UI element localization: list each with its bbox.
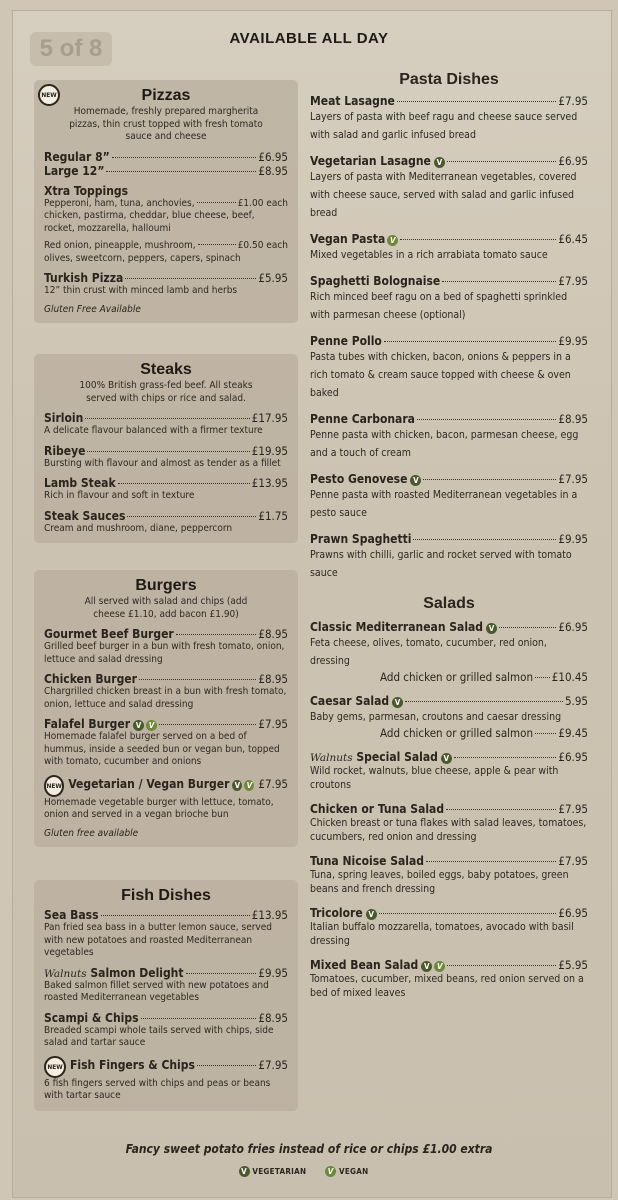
item-description: Tomatoes, cucumber, mixed beans, red onion served on a bed of mixed leaves	[310, 973, 584, 999]
item-price: £9.95	[558, 532, 588, 546]
addon-price: £10.45	[551, 670, 588, 684]
item-price: £7.95	[558, 802, 588, 816]
item-description: Penne pasta with roasted Mediterranean vegetables in a pesto sauce	[310, 489, 578, 519]
fish-section	[34, 880, 298, 1111]
vegetarian-icon: V	[486, 623, 497, 634]
item-name: Falafel Burger	[44, 717, 131, 731]
item-name: Meat Lasagne	[310, 94, 395, 108]
vegetarian-icon: V	[392, 697, 403, 708]
item-name: Penne Carbonara	[310, 412, 415, 426]
item-description: Prawns with chilli, garlic and rocket served with tomato sauce	[310, 549, 572, 579]
item-name: Vegan Pasta	[310, 232, 386, 246]
burgers-section	[34, 570, 298, 847]
item-description: Feta cheese, olives, tomato, cucumber, red onion, dressing	[310, 637, 547, 667]
item-price: £7.95	[558, 94, 588, 108]
walnuts-logo: Walnuts	[44, 967, 87, 980]
item-name: Prawn Spaghetti	[310, 532, 412, 546]
item-name: Lamb Steak	[44, 476, 116, 490]
item-price: £8.95	[258, 163, 288, 178]
item-description: Layers of pasta with Mediterranean vegetables, covered with cheese sauce, served with salad and garlic infused bread	[310, 171, 577, 219]
item-name: Classic Mediterranean Salad	[310, 620, 484, 634]
page-indicator: 5 of 8	[30, 32, 112, 66]
burgers-description: All served with salad and chips (add cheese £1.10, add bacon £1.90)	[84, 596, 248, 620]
addon-text: Add chicken or grilled salmon	[380, 670, 534, 684]
item-name: Vegetarian / Vegan Burger	[68, 776, 230, 791]
pizzas-section	[34, 80, 298, 323]
item-price: £8.95	[558, 412, 588, 426]
item-price: £6.95	[558, 750, 588, 764]
item-price: £5.95	[258, 271, 288, 285]
item-price: £6.95	[558, 906, 588, 920]
vegetarian-icon: V	[410, 475, 421, 486]
item-description: Mixed vegetables in a rich arrabiata tomato sauce	[310, 249, 548, 261]
item-description: Rich minced beef ragu on a bed of spaghetti sprinkled with parmesan cheese (optional)	[310, 291, 568, 321]
item-price: £17.95	[251, 411, 288, 425]
item-price: £8.95	[258, 627, 288, 641]
steaks-title: Steaks	[140, 361, 192, 378]
item-name: Large 12”	[44, 163, 105, 178]
item-price: £13.95	[251, 908, 288, 922]
pizzas-note: Gluten Free Available	[44, 303, 141, 315]
item-price: £7.95	[558, 472, 588, 486]
item-price: £6.95	[558, 620, 588, 634]
item-description: 6 fish fingers served with chips and peas or beans with tartar sauce	[44, 1077, 271, 1101]
item-name: Gourmet Beef Burger	[44, 627, 174, 641]
vegetarian-icon: V	[421, 961, 432, 972]
addon-price: £9.45	[558, 726, 588, 740]
vegetarian-icon: V	[232, 780, 242, 791]
item-price: £6.45	[558, 232, 588, 246]
fish-title: Fish Dishes	[121, 887, 211, 904]
item-description: Cream and mushroom, diane, peppercorn	[44, 522, 233, 534]
item-name: Mixed Bean Salad	[310, 958, 419, 972]
steaks-description: 100% British grass-fed beef. All steaks served with chips or rice and salad.	[79, 380, 253, 404]
toppings-text: Pepperoni, ham, tuna, anchovies,	[44, 197, 195, 209]
vegetarian-icon: V	[133, 720, 144, 731]
vegan-icon: V	[325, 1166, 336, 1177]
item-name: Chicken or Tuna Salad	[310, 802, 445, 816]
toppings-text: chicken, pastirma, cheddar, blue cheese, beef, rocket, mozzarella, halloumi	[44, 210, 255, 234]
new-badge-icon: NEW	[38, 84, 60, 106]
item-name: Tuna Nicoise Salad	[310, 854, 424, 868]
salads-title: Salads	[423, 595, 475, 612]
item-price: £7.95	[258, 776, 288, 791]
item-description: Baked salmon fillet served with new potatoes and roasted Mediterranean vegetables	[44, 979, 269, 1003]
burgers-title: Burgers	[135, 577, 197, 594]
item-price: £6.95	[558, 154, 588, 168]
right-column	[310, 70, 588, 1000]
item-description: Grilled beef burger in a bun with fresh tomato, onion, lettuce and salad dressing	[44, 641, 285, 665]
vegan-icon: V	[244, 780, 254, 791]
item-description: Chargrilled chicken breast in a bun with fresh tomato, onion, lettuce and salad dressing	[44, 686, 287, 710]
steaks-section	[34, 354, 298, 543]
item-name: Fish Fingers & Chips	[70, 1057, 195, 1072]
item-price: £6.95	[258, 149, 288, 164]
item-name: Ribeye	[44, 443, 86, 458]
item-description: Homemade vegetable burger with lettuce, tomato, onion and served in a vegan brioche bun	[44, 796, 274, 820]
vegan-icon: V	[434, 961, 445, 972]
pasta-title: Pasta Dishes	[399, 71, 499, 88]
item-name: Spaghetti Bolognaise	[310, 274, 441, 288]
walnuts-logo: Walnuts	[310, 752, 353, 764]
item-description: 12” thin crust with minced lamb and herbs	[44, 285, 238, 296]
vegan-icon: V	[387, 235, 398, 246]
footer-note: Fancy sweet potato fries instead of rice or chips £1.00 extra	[125, 1142, 493, 1156]
vegetarian-icon: V	[366, 909, 377, 920]
toppings-text: Red onion, pineapple, mushroom,	[44, 240, 196, 251]
item-name: Penne Pollo	[310, 334, 382, 348]
item-price: £9.95	[558, 334, 588, 348]
item-description: Tuna, spring leaves, boiled eggs, baby potatoes, green beans and french dressing	[310, 869, 569, 895]
item-description: Pasta tubes with chicken, bacon, onions & peppers in a rich tomato & cream sauce topped with cheese & oven baked	[310, 351, 571, 399]
item-price: £5.95	[558, 958, 588, 972]
item-description: Chicken breast or tuna flakes with salad leaves, tomatoes, cucumbers, red onion and dressing	[310, 817, 587, 843]
item-name: Chicken Burger	[44, 672, 137, 686]
new-badge-icon: NEW	[44, 1056, 66, 1078]
item-price: 5.95	[564, 694, 588, 708]
item-name: Vegetarian Lasagne	[310, 154, 431, 168]
item-price: £7.95	[558, 854, 588, 868]
vegetarian-icon: V	[239, 1166, 250, 1177]
vegetarian-icon: V	[434, 157, 445, 168]
item-name: Pesto Genovese	[310, 472, 408, 486]
item-name: Sirloin	[44, 411, 84, 425]
page-title: AVAILABLE ALL DAY	[229, 30, 389, 47]
item-description: Layers of pasta with beef ragu and cheese sauce served with salad and garlic infused bread	[310, 111, 578, 141]
item-description: Homemade falafel burger served on a bed of hummus, inside a seeded bun or vegan bun, topped with tomato, cucumber and onions	[44, 731, 280, 767]
item-name: Steak Sauces	[44, 508, 126, 523]
item-name: Sea Bass	[44, 908, 99, 922]
item-price: £7.95	[258, 717, 288, 731]
item-description: Wild rocket, walnuts, blue cheese, apple & pear with croutons	[310, 765, 559, 791]
pizzas-description: Homemade, freshly prepared margherita pizzas, thin crust topped with fresh tomato sauce and cheese	[69, 106, 263, 142]
legend-vegetarian: VEGETARIAN	[252, 1167, 307, 1176]
toppings-text: olives, sweetcorn, peppers, capers, spinach	[44, 252, 241, 264]
pizzas-title: Pizzas	[141, 87, 191, 104]
item-name: Scampi & Chips	[44, 1010, 139, 1025]
item-name: Caesar Salad	[310, 694, 390, 708]
item-description: Breaded scampi whole tails served with chips, side salad and tartar sauce	[44, 1024, 274, 1048]
addon-text: Add chicken or grilled salmon	[380, 726, 534, 740]
item-description: Pan fried sea bass in a butter lemon sauce, served with new potatoes and roasted Mediterranean vegetables	[44, 922, 273, 958]
item-description: Rich in flavour and soft in texture	[44, 490, 195, 501]
vegan-icon: V	[146, 720, 157, 731]
item-price: £1.75	[258, 508, 288, 523]
item-description: Bursting with flavour and almost as tender as a fillet	[44, 457, 281, 469]
item-price: £19.95	[251, 443, 288, 458]
diet-legend	[0, 1166, 618, 1177]
burgers-note: Gluten free available	[44, 827, 139, 839]
item-price: £9.95	[258, 965, 288, 980]
item-description: Penne pasta with chicken, bacon, parmesan cheese, egg and a touch of cream	[310, 429, 579, 459]
item-price: £8.95	[258, 1010, 288, 1025]
item-name: Turkish Pizza	[44, 271, 124, 285]
item-price: £8.95	[258, 672, 288, 686]
vegetarian-icon: V	[441, 753, 452, 764]
new-badge-icon: NEW	[44, 775, 64, 797]
legend-vegan: VEGAN	[338, 1167, 369, 1176]
toppings-price: £0.50 each	[237, 240, 288, 251]
item-price: £13.95	[251, 476, 288, 490]
item-description: A delicate flavour balanced with a firmer texture	[44, 425, 263, 436]
item-name: Tricolore	[310, 906, 363, 920]
item-price: £7.95	[258, 1057, 288, 1072]
toppings-price: £1.00 each	[237, 197, 288, 209]
item-price: £7.95	[558, 274, 588, 288]
item-name: Salmon Delight	[90, 965, 184, 980]
item-name: Regular 8”	[44, 149, 110, 164]
toppings-title: Xtra Toppings	[44, 183, 129, 198]
item-description: Italian buffalo mozzarella, tomatoes, avocado with basil dressing	[310, 921, 574, 947]
item-name: Special Salad	[356, 750, 438, 764]
item-description: Baby gems, parmesan, croutons and caesar dressing	[310, 711, 562, 723]
